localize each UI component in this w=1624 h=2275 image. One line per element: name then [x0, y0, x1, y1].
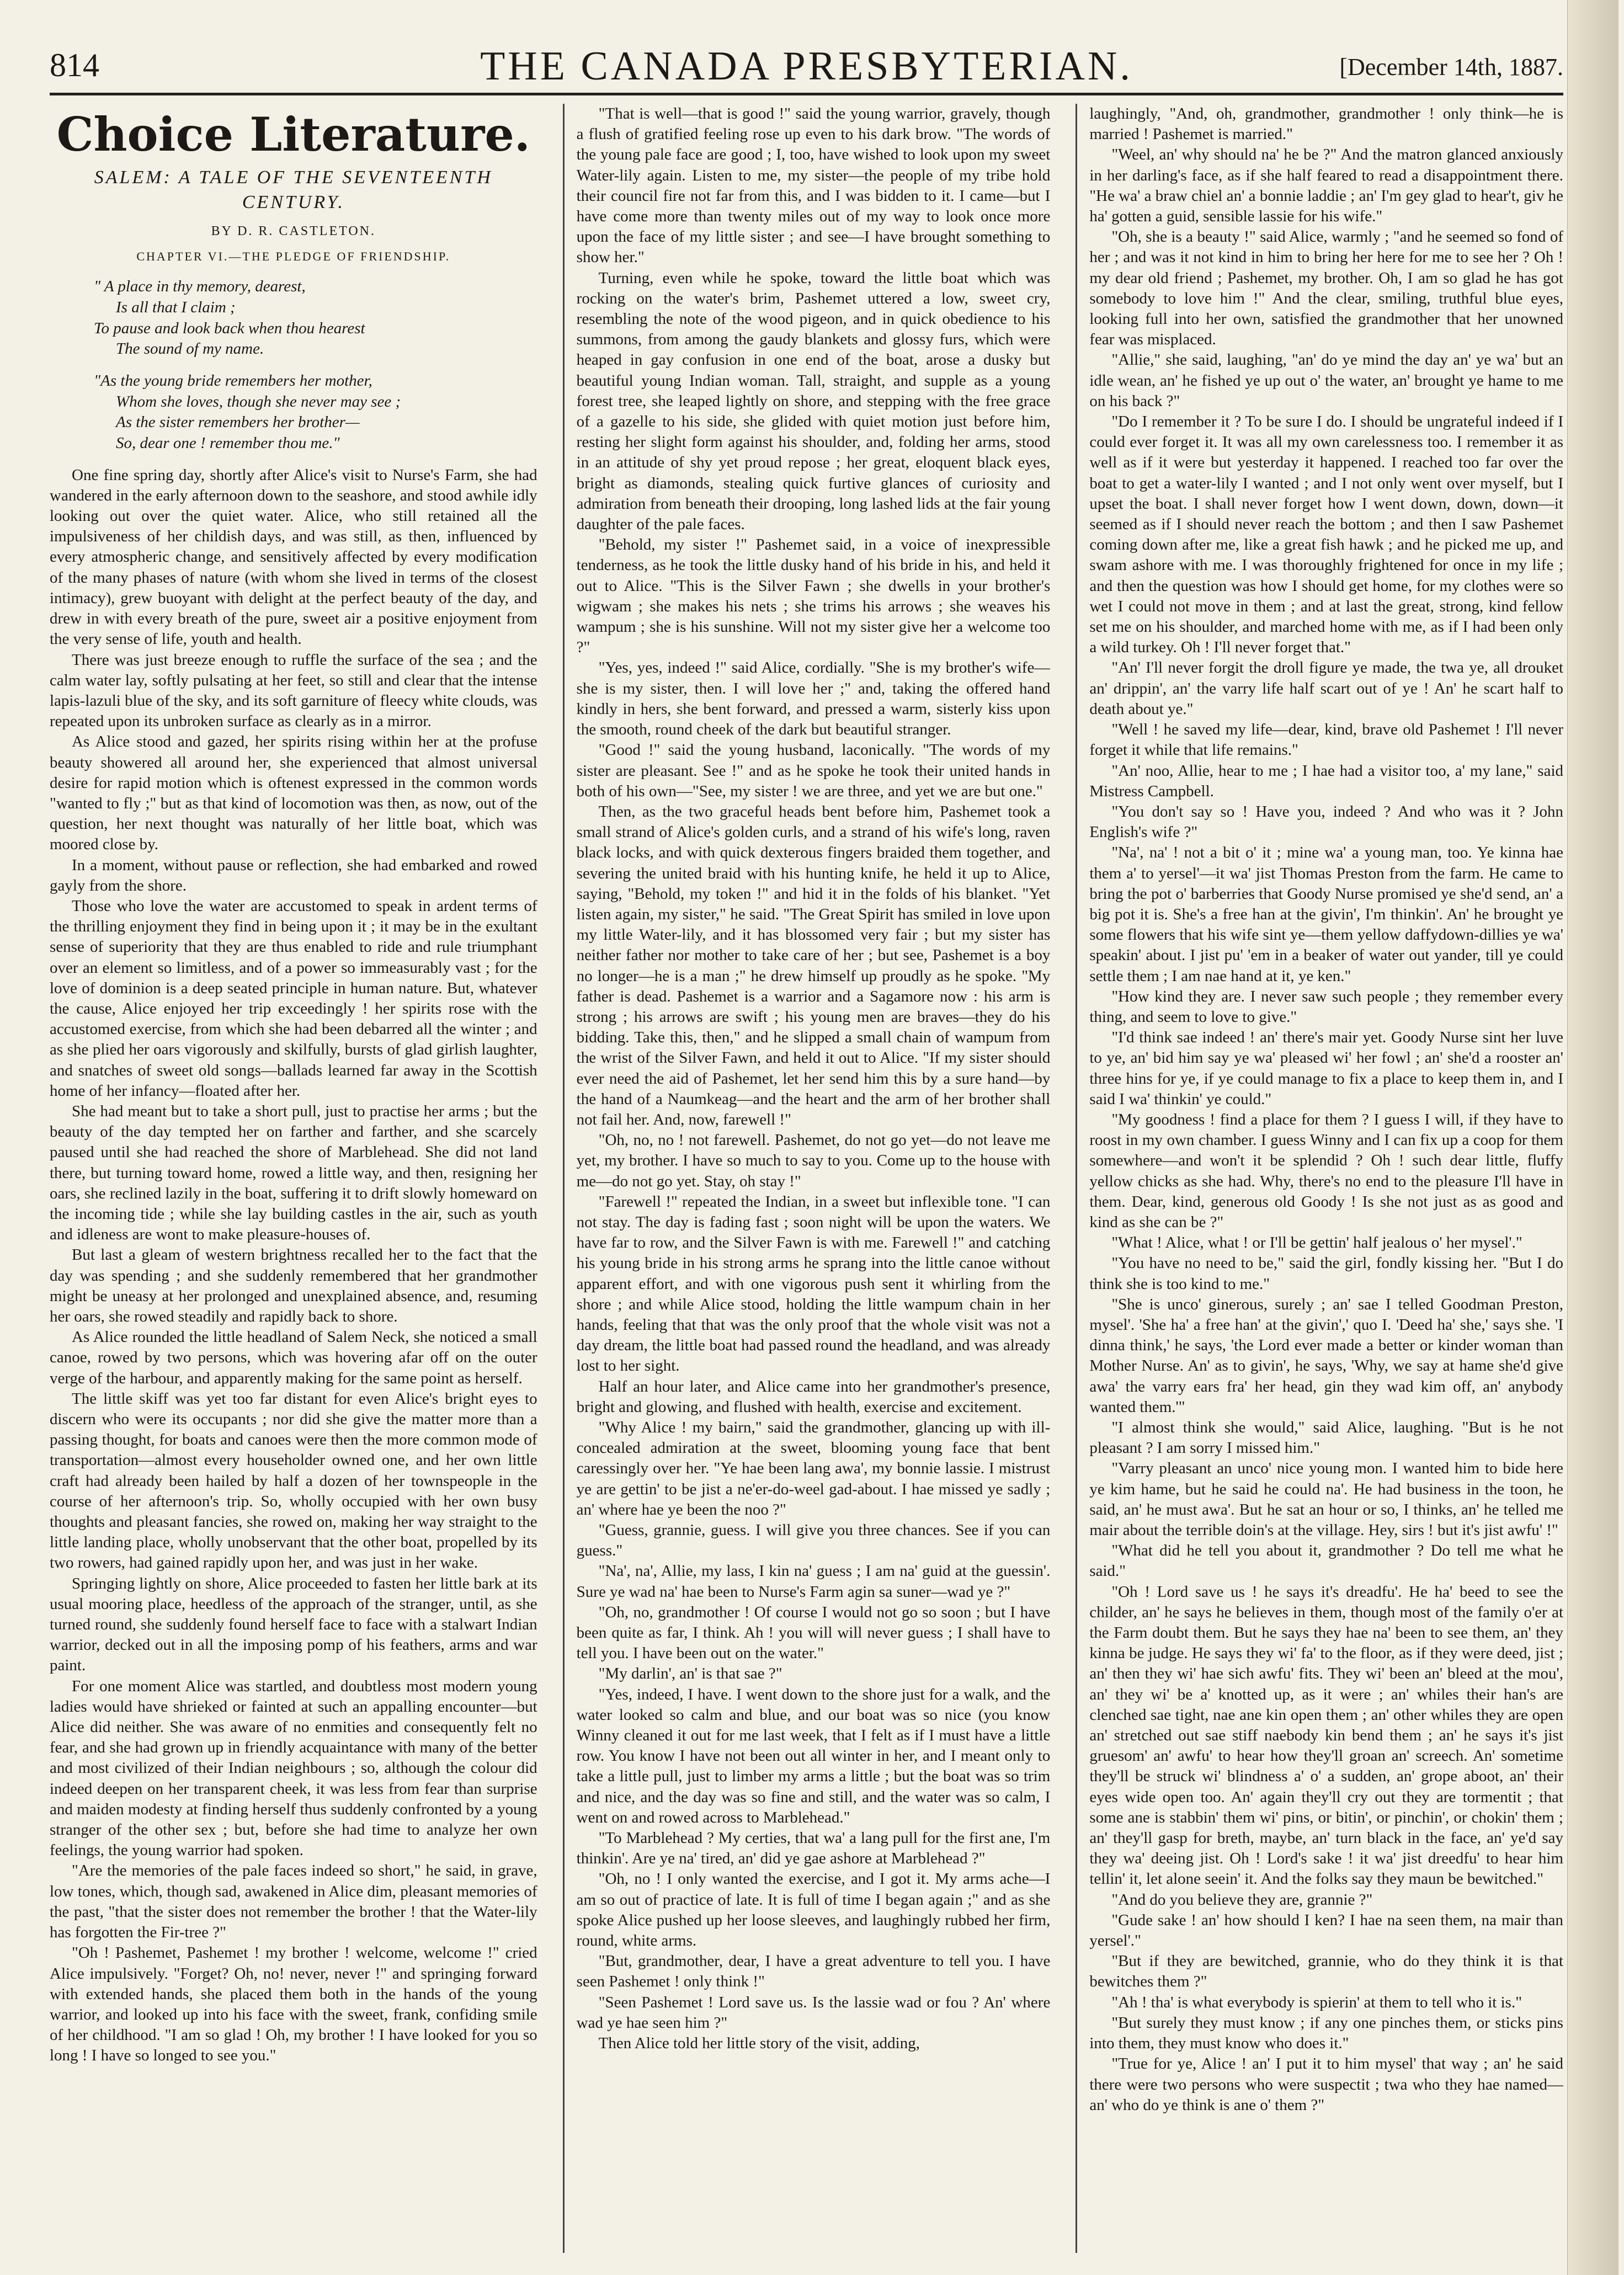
paragraph: Turning, even while he spoke, toward the little boat which was rocking on the water's brim, Pashemet uttered a low, sweet cry, resembling the note of the wood pigeon, and in quick obedience to his summons, from among the gaudy blankets and glossy furs, which were heaped in gay confusion in one end of the boat, arose a dusky but beautiful young Indian woman. Tall, straight, and supple as a young forest tree, she leaped lightly on shore, and stepping with the free grace of a gazelle to his side, she glided with quiet motion just before him, resting her slight form against his shoulder, and, folding her arms, stood in an attitude of shy yet proud repose ; her great, eloquent black eyes, bright as diamonds, stealing quick furtive glances of curiosity and admiration from beneath their drooping, long lashed lids at the fair young daughter of the pale faces.	[576, 269, 1051, 534]
paragraph: "Ah ! tha' is what everybody is spierin' at them to tell who it is."	[1111, 1993, 1522, 2011]
verse-line: So, dear one ! remember thou me."	[116, 434, 340, 452]
paragraph: "Allie," she said, laughing, "an' do ye mind the day an' ye wa' but an idle wean, an' he fished ye up out o' the water, an' brought ye hame to me on his back ?"	[1089, 351, 1563, 410]
paragraph: "Farewell !" repeated the Indian, in a sweet but inflexible tone. "I can not stay. The day is fading fast ; soon night will be upon the waters. We have far to row, and the Silver Fawn is with me. Farewell !" and catching his young bride in his strong arms he sprang into the little canoe without apparent effort, and with one vigorous push sent it whirling from the shore ; and while Alice stood, holding the little wampum chain in her hands, feeling that that was the only proof that the whole visit was not a day dream, the little boat had passed round the headland, and was already lost to her sight.	[576, 1192, 1051, 1375]
column-2-body	[577, 104, 1051, 2054]
paragraph: Springing lightly on shore, Alice proceeded to fasten her little bark at its usual mooring place, heedless of the approach of the stranger, until, as she turned round, she suddenly found herself face to face with a stalwart Indian warrior, decked out in all the imposing pomp of his feathers, arms and war paint.	[50, 1574, 537, 1675]
paragraph: laughingly, "And, oh, grandmother, grandmother ! only think—he is married ! Pashemet is married."	[1089, 105, 1563, 143]
masthead-rule	[50, 93, 1563, 95]
paragraph: "I almost think she would," said Alice, laughing. "But is he not pleasant ? I am sorry I missed him."	[1089, 1419, 1563, 1457]
paragraph: "An' I'll never forgit the droll figure ye made, the twa ye, all drouket an' drippin', an' the varry life half scart out of ye ! An' he scart half to death about ye."	[1089, 659, 1563, 718]
verse-line: As the sister remembers her brother—	[116, 413, 360, 431]
article-columns	[50, 104, 1563, 2253]
paragraph: "Weel, an' why should na' he be ?" And the matron glanced anxiously in her darling's face, as if she half feared to read a disappointment there. "He wa' a braw chiel an' a bonnie laddie ; an' I'm gey glad to hear't, giv he ha' gotten a guid, sensible lassie for his wife."	[1089, 146, 1563, 226]
paragraph: Half an hour later, and Alice came into her grandmother's presence, bright and glowing, and flushed with health, exercise and excitement.	[576, 1377, 1051, 1416]
paragraph: Then Alice told her little story of the visit, adding,	[598, 2034, 920, 2053]
paragraph: "Seen Pashemet ! Lord save us. Is the lassie wad or fou ? An' where wad ye hae seen him ?"	[576, 1993, 1051, 2032]
paragraph: "And do you believe they are, grannie ?"	[1111, 1890, 1373, 1909]
column-3	[1075, 104, 1563, 2253]
paragraph: "Oh ! Lord save us ! he says it's dreadfu'. He ha' beed to see the childer, an' he says he believes in them, though most of the family o'er at the Farm doubt them. But he says they hae na' been to see them, an' they kinna be judge. He says they wi' fa' to the floor, as if they were deed, jist ; an' then they wi' hae sich awfu' fits. They wi' been an' bleed at the mou', an' they wi' be a' knotted up, as it were ; an' whiles their han's are clenched sae tight, nae ane kin open them ; an' other whiles they are open an' stretched out sae stiff naebody kin bend them ; an' he says it's jist gruesom' an' awfu' to hear how they'll groan an' screech. An' sometime they'll be struck wi' blindness a' o' a sudden, an' grope aboot, an' their eyes wide open too. An' again they'll cry out they are tormentit ; that some ane is stabbin' them wi' pins, or bitin', or pinchin', or chokin' them ; an' they'll gasp for breth, maybe, an' turn black in the face, an' ye'd say they wa' deeing jist. Oh ! Lord's sake ! it wa' jist dreedfu' to hear him tellin' it, let alone seein' it. And the folks say they maun be bewitched."	[1089, 1583, 1563, 1888]
paragraph: "Guess, grannie, guess. I will give you three chances. See if you can guess."	[576, 1521, 1051, 1560]
paragraph: One fine spring day, shortly after Alice's visit to Nurse's Farm, she had wandered in the early afternoon down to the seashore, and stood awhile idly looking out over the quiet water. Alice, who still retained all the impulsiveness of her childish days, and was still, as then, influenced by every atmospheric change, and sensitively affected by every modification of the many phases of nature (with whom she lived in terms of the closest intimacy), grew buoyant with delight at the perfect beauty of the day, and drew in with every breath of the pure, sweet air a positive enjoyment from the very sense of life, youth and health.	[50, 466, 537, 648]
paragraph: "Oh, no ! I only wanted the exercise, and I got it. My arms ache—I am so out of practice of late. It is full of time I began again ;" and as she spoke Alice pushed up her loose sleeves, and laughingly rubbed her firm, round, white arms.	[576, 1870, 1051, 1950]
issue-date: [December 14th, 1887.	[1339, 54, 1563, 81]
paragraph: "Oh, she is a beauty !" said Alice, warmly ; "and he seemed so fond of her ; and was it not kind in him to bring her here for me to see her ? Oh ! my dear old friend ; Pashemet, my brother. Oh, I am so glad he has got somebody to love him !" And the clear, smiling, truthful blue eyes, looking full into her own, satisfied the grandmother that her unowned fear was misplaced.	[1089, 228, 1563, 349]
paragraph: "Oh, no, no ! not farewell. Pashemet, do not go yet—do not leave me yet, my brother. I have so much to say to you. Come up to the house with me—do not go yet. Stay, oh stay !"	[576, 1131, 1051, 1190]
paragraph: "Na', na', Allie, my lass, I kin na' guess ; I am na' guid at the guessin'. Sure ye wad na' hae been to Nurse's Farm agin sa suner—wad ye ?"	[576, 1562, 1051, 1601]
paragraph: "What ! Alice, what ! or I'll be gettin' half jealous o' her mysel'."	[1111, 1234, 1522, 1252]
paragraph: "She is unco' ginerous, surely ; an' sae I telled Goodman Preston, mysel'. 'She ha' a free han' at the givin',' quo I. 'Deed ha' she,' says she. 'I dinna think,' he says, 'the Lord ever made a better or kinder woman than Mother Nurse. An' as to givin', he says, 'Why, we say at hame she'd give awa' the varry ears fra' her head, gin they wad kim off, an' anybody wanted them.'"	[1089, 1295, 1563, 1416]
paragraph: As Alice stood and gazed, her spirits rising within her at the profuse beauty showered all around her, she experienced that almost universal desire for rapid motion which is oftenest expressed in the common words "wanted to fly ;" but as that kind of locomotion was then, as now, out of the question, her next thought was naturally of her little boat, which was moored close by.	[50, 733, 537, 854]
epigraph-verse-2	[94, 371, 537, 454]
paragraph: "My goodness ! find a place for them ? I guess I will, if they have to roost in my own chamber. I guess Winny and I can fix up a coop for them somewhere—and won't it be splendid ? Oh ! such dear little, fluffy yellow chicks as she had. Why, there's no end to the pleasure I'll have in them. Dear, kind, generous old Goody ! Is she not just as as good and kind as she can be ?"	[1089, 1110, 1563, 1231]
masthead	[50, 33, 1563, 94]
verse-line: Whom she loves, though she never may see ;	[116, 392, 401, 411]
paragraph: "Na', na' ! not a bit o' it ; mine wa' a young man, too. Ye kinna hae them a' to yersel'—it wa' jist Thomas Preston from the farm. He came to bring the pot o' barberries that Goody Nurse promised ye she'd send, an' a big pot it is. She's a free han at the givin', I'm thinkin'. An' he brought ye some flowers that his wife sint ye—them yellow daffydown-dillies ye wa' speakin' about. I jist pu' 'em in a beaker of water out yander, till ye could settle them ; I am nae hand at it, ye ken."	[1089, 844, 1563, 985]
paragraph: "Oh ! Pashemet, Pashemet ! my brother ! welcome, welcome !" cried Alice impulsively. "Forget? Oh, no! never, never !" and springing forward with extended hands, she placed them both in the hands of the young warrior, and looked up into his face with the sweet, frank, confiding smile of her childhood. "I am so glad ! Oh, my brother ! I have looked for you so long ! I have so longed to see you."	[50, 1944, 537, 2065]
paragraph: "An' noo, Allie, hear to me ; I hae had a visitor too, a' my lane," said Mistress Campbell.	[1089, 761, 1563, 800]
paragraph: The little skiff was yet too far distant for even Alice's bright eyes to discern who were its occupants ; nor did she give the matter more than a passing thought, for boats and canoes were then the more common mode of transportation—almost every householder owned one, and her own little craft had already been hailed by half a dozen of her townspeople in the course of her afternoon's trip. So, wholly occupied with her own busy thoughts and pleasant fancies, she rowed on, making her way straight to the little landing place, wholly unobservant that the other boat, propelled by its two rowers, had gained rapidly upon her, and was just in her wake.	[50, 1389, 537, 1572]
paragraph: "How kind they are. I never saw such people ; they remember every thing, and seem to love to give."	[1089, 987, 1563, 1026]
column-1-body	[50, 465, 537, 2066]
page-edge-line	[1567, 0, 1568, 2275]
chapter-heading: CHAPTER VI.—THE PLEDGE OF FRIENDSHIP.	[136, 249, 451, 263]
verse-line: The sound of my name.	[116, 340, 264, 358]
paragraph: Those who love the water are accustomed to speak in ardent terms of the thrilling enjoyment they find in being upon it ; it may be in the exultant sense of superiority that they are thus enabled to ride and rule triumphant over an element so limitless, and of a power so immeasurably vast ; for the love of dominion is a deep seated principle in human nature. But, whatever the cause, Alice enjoyed her trip exceedingly ! her spirits rose with the accustomed exercise, from which she had been debarred all the winter ; and as she plied her oars vigorously and skilfully, bursts of glad girlish laughter, and snatches of sweet old songs—ballads learned far away in the Scottish home of her infancy—floated after her.	[50, 897, 537, 1100]
verse-line: "As the young bride remembers her mother,	[94, 371, 372, 390]
paragraph: "My darlin', an' is that sae ?"	[598, 1665, 782, 1683]
epigraph-verse-1	[94, 276, 537, 360]
paragraph: She had meant but to take a short pull, just to practise her arms ; but the beauty of the day tempted her on farther and farther, and she scarcely paused until she had reached the shore of Marblehead. She did not land there, but turning toward home, rowed a little way, and then, resigning her oars, she reclined lazily in the boat, suffering it to drift slowly homeward on the incoming tide ; while she lay building castles in the air, such as youth and idleness are wont to make pleasure-houses of.	[50, 1102, 537, 1244]
paragraph: "You have no need to be," said the girl, fondly kissing her. "But I do think she is too kind to me."	[1089, 1254, 1563, 1293]
verse-line: " A place in thy memory, dearest,	[94, 278, 306, 296]
verse-line: Is all that I claim ;	[116, 298, 236, 316]
paragraph: "Good !" said the young husband, laconically. "The words of my sister are pleasant. See !" and as he spoke he took their united hands in both of his own—"See, my sister ! we are three, and yet we are but one."	[576, 741, 1051, 800]
paragraph: "To Marblehead ? My certies, that wa' a lang pull for the first ane, I'm thinkin'. Are ye na' tired, an' did ye gae ashore at Marblehead ?"	[576, 1829, 1051, 1868]
paragraph: As Alice rounded the little headland of Salem Neck, she noticed a small canoe, rowed by two persons, which was hovering afar off on the outer verge of the harbour, and apparently making for the same point as herself.	[50, 1328, 537, 1387]
section-title: Choice Literature.	[56, 107, 531, 162]
paragraph: "What did he tell you about it, grandmother ? Do tell me what he said."	[1089, 1542, 1563, 1580]
paragraph: "Do I remember it ? To be sure I do. I should be ungrateful indeed if I could ever forget it. It was all my own carelessness too. I remember it as well as if it were but yesterday it happened. I reached too far over the boat to get a water-lily I wanted ; and I not only went over myself, but I upset the boat. I shall never forget how I went down, down, down—it seemed as if I should never reach the bottom ; and then I saw Pashemet coming down after me, like a great fish hawk ; and he picked me up, and swam ashore with me. I was thoroughly frightened for once in my life ; and then the question was how I should get home, for my clothes were so wet I could not move in them ; and at last the great, strong, kind fellow set me on his shoulder, and marched home with me, as if I had been only a wild turkey. Oh ! I'll never forget that."	[1089, 413, 1563, 657]
paragraph: "But surely they must know ; if any one pinches them, or sticks pins into them, they must know who does it."	[1089, 2013, 1563, 2053]
paragraph: "Why Alice ! my bairn," said the grandmother, glancing up with ill-concealed admiration at the sweet, blooming young face that bent caressingly over her. "Ye hae been lang awa', my bonnie lassie. I mistrust ye are gettin' to be jist a ne'er-do-weel gad-about. I hae missed ye sadly ; an' where hae ye been the noo ?"	[576, 1419, 1051, 1519]
paragraph: "Gude sake ! an' how should I ken? I hae na seen them, na mair than yersel'."	[1089, 1911, 1563, 1950]
paragraph: "But if they are bewitched, grannie, who do they think it is that bewitches them ?"	[1089, 1952, 1563, 1991]
page-edge-shadow	[1568, 0, 1618, 2275]
column-2	[563, 104, 1051, 2253]
paragraph: "That is well—that is good !" said the young warrior, gravely, though a flush of gratified feeling rose up even to his dark brow. "The words of the young pale face are good ; I, too, have wished to look upon my sweet Water-lily again. Listen to me, my sister—the people of my tribe hold their council fire not far from this, and I was bidden to it. I came—but I have come more than twenty miles out of my way to look once more upon the face of my little sister ; and see—I have brought something to show her."	[576, 105, 1051, 267]
paragraph: In a moment, without pause or reflection, she had embarked and rowed gayly from the shore.	[50, 856, 537, 894]
paragraph: "Oh, no, grandmother ! Of course I would not go so soon ; but I have been quite as far, I think. Ah ! you will will never guess ; I shall have to tell you. I have been out on the water."	[576, 1603, 1051, 1663]
paragraph: For one moment Alice was startled, and doubtless most modern young ladies would have shrieked or fainted at such an appalling encounter—but Alice did neither. She was aware of no enmities and consequently felt no fear, and she had grown up in friendly acquaintance with many of the better and most civilized of their Indian neighbours ; so, although the colour did indeed deepen on her transparent cheek, it was less from fear than surprise and maiden modesty at finding herself thus suddenly confronted by a young stranger of the other sex ; but, before she had time to analyze her own feelings, the young warrior had spoken.	[50, 1677, 537, 1860]
paragraph: "Yes, yes, indeed !" said Alice, cordially. "She is my brother's wife—she is my sister, then. I will love her ;" and, taking the offered hand kindly in hers, she bent forward, and pressed a warm, sisterly kiss upon the smooth, round cheek of the dark but beautiful stranger.	[576, 659, 1051, 739]
paragraph: There was just breeze enough to ruffle the surface of the sea ; and the calm water lay, softly pulsating at her feet, so still and clear that the intense lapis-lazuli blue of the sky, and its soft garniture of fleecy white clouds, was repeated upon its unbroken surface as clearly as in a mirror.	[50, 651, 537, 731]
paragraph: "Yes, indeed, I have. I went down to the shore just for a walk, and the water looked so calm and blue, and our boat was so nice (you know Winny cleaned it out for me last week, that I felt as if I must have a little row. You know I have not been out all winter in her, and I meant only to take a little pull, just to limber my arms a little ; but the boat was so trim and nice, and the day was so fine and still, and the water was so calm, I went on and rowed across to Marblehead."	[576, 1685, 1051, 1826]
paragraph: But last a gleam of western brightness recalled her to the fact that the day was spending ; and she suddenly remembered that her grandmother might be uneasy at her prolonged and unexplained absence, and, resuming her oars, she rowed steadily and rapidly back to shore.	[50, 1246, 537, 1325]
verse-line: To pause and look back when thou hearest	[94, 319, 365, 337]
byline: BY D. R. CASTLETON.	[211, 223, 376, 238]
page-number: 814	[50, 47, 99, 83]
paragraph: "But, grandmother, dear, I have a great adventure to tell you. I have seen Pashemet ! only think !"	[576, 1952, 1051, 1991]
paragraph: Then, as the two graceful heads bent before him, Pashemet took a small strand of Alice's golden curls, and a strand of his wife's long, raven black locks, and with quick dexterous fingers braided them together, and severing the united braid with his hunting knife, he held it up to Alice, saying, "Behold, my token !" and hid it in the folds of his blanket. "Yet listen again, my sister," he said. "The Great Spirit has smiled in love upon my little Water-lily, and it has blossomed very fair ; but my sister has neither father nor mother to take care of her ; but see, Pashemet is a boy no longer—he is a man ;" he drew himself up proudly as he spoke. "My father is dead. Pashemet is a warrior and a Sagamore now : his arm is strong ; his arrows are swift ; his young men are braves—they do his bidding. Take this, then," and he slipped a small chain of wampum from the wrist of the Silver Fawn, and held it out to Alice. "If my sister should ever need the aid of Pashemet, let her send him this by a sure hand—by the hand of a Naumkeag—and the heart and the arm of her brother shall not fail her. And, now, farewell !"	[576, 802, 1051, 1128]
paragraph: "You don't say so ! Have you, indeed ? And who was it ? John English's wife ?"	[1089, 802, 1563, 841]
paragraph: "I'd think sae indeed ! an' there's mair yet. Goody Nurse sint her luve to ye, an' bid him say ye wa' pleased wi' her fowl ; an' she'd a rooster an' three hins for ye, if ye could manage to fix a place to keep them in, and I said I wa' thinkin' ye could."	[1089, 1029, 1563, 1108]
paragraph: "Well ! he saved my life—dear, kind, brave old Pashemet ! I'll never forget it while that life remains."	[1089, 721, 1563, 759]
story-title: SALEM: A TALE OF THE SEVENTEENTH CENTURY.	[94, 167, 493, 212]
column-3-body	[1089, 104, 1563, 2116]
paragraph: "True for ye, Alice ! an' I put it to him mysel' that way ; an' he said there were two persons who were suspectit ; twa who they hae named—an' who do ye think is ane o' them ?"	[1089, 2055, 1563, 2114]
paragraph: "Are the memories of the pale faces indeed so short," he said, in grave, low tones, which, though sad, awakened in Alice dim, pleasant memories of the past, "that the sister does not remember the brother ! that the Water-lily has forgotten the Fir-tree ?"	[50, 1862, 537, 1942]
paragraph: "Varry pleasant an unco' nice young mon. I wanted him to bide here ye kim hame, but he said he could na'. He had business in the toon, he said, an' he must awa'. But he sat an hour or so, I thinks, an' he telled me mair about the terrible doin's at the village. Hey, sirs ! but it's jist awfu' !"	[1089, 1459, 1563, 1539]
publication-title: THE CANADA PRESBYTERIAN.	[480, 44, 1133, 89]
column-1	[50, 104, 537, 2253]
paragraph: "Behold, my sister !" Pashemet said, in a voice of inexpressible tenderness, as he took the little dusky hand of his bride in his, and held it out to Alice. "This is the Silver Fawn ; she dwells in your brother's wigwam ; she makes his nets ; she trims his arrows ; she weaves his wampum ; she is his sunshine. Will not my sister give her a welcome too ?"	[576, 536, 1051, 657]
